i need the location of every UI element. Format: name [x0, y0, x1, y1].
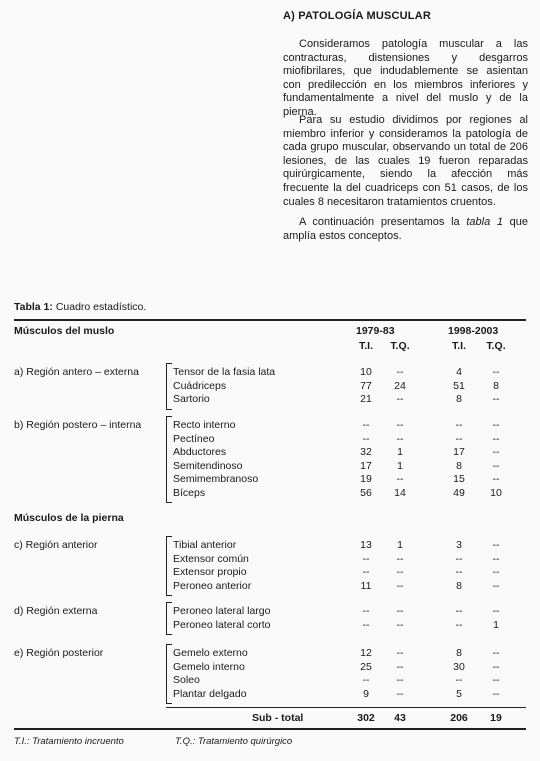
muscle-name: Pectíneo — [173, 432, 215, 445]
muscle-name: Abductores — [173, 446, 227, 458]
value-ti-2: -- — [455, 566, 463, 578]
value-tq-1: -- — [396, 552, 404, 565]
value-tq-2: -- — [492, 432, 500, 445]
value-ti-2: 8 — [456, 393, 462, 405]
value-tq-2: 8 — [493, 379, 499, 392]
col-header-ti-2: T.I. — [451, 340, 466, 352]
muscle-name: Recto interno — [173, 419, 236, 431]
value-tq-1: 1 — [397, 446, 403, 458]
muscle-name: Gemelo externo — [173, 647, 248, 659]
value-ti-2: 30 — [453, 660, 465, 673]
paragraph-1: Consideramos patología muscular a las contracturas, distensiones y desgarros miofibrilares, que indudablemente se asientan con predilección en los miembros inferiores y fundamentalmente a nivel del muslo y de la pierna. — [283, 38, 528, 118]
value-tq-2: -- — [492, 393, 500, 405]
value-ti-2: 51 — [453, 379, 465, 392]
muscle-name: Semitendinoso — [173, 459, 243, 472]
value-ti-1: 12 — [360, 647, 372, 659]
value-ti-2: 4 — [456, 366, 462, 378]
col-header-ti-1: T.I. — [358, 340, 373, 352]
value-tq-1: -- — [396, 393, 404, 405]
value-tq-2: -- — [492, 687, 500, 700]
value-ti-1: -- — [362, 552, 370, 565]
value-ti-2: 8 — [456, 579, 462, 592]
subtotal-label: Sub - total — [252, 712, 304, 724]
table-bottom-rule — [14, 728, 526, 730]
value-ti-1: 10 — [360, 366, 372, 378]
muscle-name: Tibial anterior — [173, 539, 237, 551]
subtotal-ti-2: 206 — [450, 712, 468, 724]
value-tq-1: -- — [396, 419, 404, 431]
muscle-name: Peroneo lateral largo — [173, 605, 271, 617]
muscle-name: Extensor común — [173, 552, 249, 565]
value-tq-1: 1 — [397, 539, 403, 551]
value-tq-1: 24 — [394, 379, 406, 392]
col-header-tq-1: T.Q. — [390, 340, 410, 352]
value-ti-1: -- — [362, 432, 370, 445]
value-ti-2: 17 — [453, 446, 465, 458]
value-ti-2: -- — [455, 432, 463, 445]
value-tq-2: -- — [492, 660, 500, 673]
value-tq-2: -- — [492, 552, 500, 565]
value-ti-2: -- — [455, 552, 463, 565]
muscle-name: Extensor propio — [173, 566, 247, 578]
region-label: d) Región externa — [14, 605, 98, 617]
value-tq-1: -- — [396, 579, 404, 592]
table-caption: Tabla 1: Cuadro estadístico. — [14, 301, 147, 313]
muscle-name: Tensor de la fasia lata — [173, 366, 276, 378]
value-ti-2: -- — [455, 618, 463, 631]
value-ti-2: 3 — [456, 539, 462, 551]
region-label: a) Región antero – externa — [14, 366, 139, 378]
value-ti-1: 9 — [363, 687, 369, 700]
muscle-name: Semimembranoso — [173, 473, 259, 485]
value-tq-2: 1 — [493, 618, 499, 631]
period-header-2: 1998-2003 — [448, 325, 499, 337]
paragraph-2: Para su estudio dividimos por regiones al miembro inferior y consideramos la patología de cada grupo muscular, observando un total de 206 lesiones, de las cuales 19 fueron reparadas quirúrgicamente, siendo la afección más frecuente la del cuadriceps con 51 casos, de los cuales 8 necesitaron tratamientos cruentos. — [283, 114, 528, 208]
value-tq-2: -- — [492, 566, 500, 578]
paragraph-3: A continuación presentamos la tabla 1 que amplía estos conceptos. — [283, 216, 528, 242]
value-ti-1: 25 — [360, 660, 372, 673]
value-ti-1: -- — [362, 674, 370, 686]
value-tq-1: -- — [396, 605, 404, 617]
value-ti-2: -- — [455, 419, 463, 431]
value-tq-1: -- — [396, 687, 404, 700]
value-ti-1: 11 — [360, 579, 372, 592]
subtotal-rule — [166, 707, 526, 708]
value-ti-2: 8 — [456, 647, 462, 659]
region-label: e) Región posterior — [14, 647, 104, 659]
table-top-rule — [14, 319, 526, 321]
value-ti-1: -- — [362, 618, 370, 631]
value-ti-2: 5 — [456, 687, 462, 700]
region-bracket — [166, 536, 172, 596]
muscle-name: Plantar delgado — [173, 687, 247, 700]
region-label: c) Región anterior — [14, 539, 98, 551]
value-ti-1: -- — [362, 419, 370, 431]
col-header-tq-2: T.Q. — [486, 340, 506, 352]
value-tq-1: -- — [396, 432, 404, 445]
value-tq-2: -- — [492, 473, 500, 485]
value-ti-1: 21 — [360, 393, 372, 405]
value-tq-2: -- — [492, 539, 500, 551]
subtotal-ti-1: 302 — [357, 712, 375, 724]
value-tq-2: -- — [492, 579, 500, 592]
value-ti-1: 19 — [360, 473, 372, 485]
value-tq-1: -- — [396, 674, 404, 686]
muscle-name: Cuádriceps — [173, 379, 227, 392]
region-bracket — [166, 602, 172, 635]
group-title-leg: Músculos de la pierna — [14, 512, 124, 524]
value-ti-2: 49 — [453, 486, 465, 499]
region-bracket — [166, 644, 172, 704]
subtotal-tq-2: 19 — [490, 712, 502, 724]
region-bracket — [166, 363, 172, 410]
muscle-name: Sartorio — [173, 393, 210, 405]
value-ti-2: -- — [455, 674, 463, 686]
value-tq-2: -- — [492, 674, 500, 686]
value-tq-1: -- — [396, 647, 404, 659]
value-tq-2: -- — [492, 647, 500, 659]
region-bracket — [166, 416, 172, 503]
value-tq-1: -- — [396, 618, 404, 631]
section-heading: A) PATOLOGÍA MUSCULAR — [283, 10, 432, 22]
muscle-name: Bíceps — [173, 486, 206, 499]
value-tq-1: -- — [396, 473, 404, 485]
value-tq-1: -- — [396, 566, 404, 578]
value-tq-2: -- — [492, 459, 500, 472]
value-tq-1: -- — [396, 366, 404, 378]
period-header-1: 1979-83 — [356, 325, 395, 337]
muscle-name: Soleo — [173, 674, 200, 686]
value-ti-2: -- — [455, 605, 463, 617]
muscle-name: Peroneo lateral corto — [173, 618, 271, 631]
value-ti-1: -- — [362, 605, 370, 617]
group-title-thigh: Músculos del muslo — [14, 325, 115, 337]
value-ti-1: 32 — [360, 446, 372, 458]
footnote-ti: T.I.: Tratamiento incruento — [14, 736, 124, 747]
value-tq-1: 1 — [397, 459, 403, 472]
muscle-name: Peroneo anterior — [173, 579, 252, 592]
value-ti-2: 15 — [453, 473, 465, 485]
value-tq-2: -- — [492, 605, 500, 617]
value-ti-1: 17 — [360, 459, 372, 472]
value-ti-1: 77 — [360, 379, 372, 392]
value-ti-1: -- — [362, 566, 370, 578]
value-ti-1: 56 — [360, 486, 372, 499]
value-tq-1: -- — [396, 660, 404, 673]
value-tq-2: -- — [492, 419, 500, 431]
subtotal-tq-1: 43 — [394, 712, 406, 724]
value-tq-2: -- — [492, 446, 500, 458]
region-label: b) Región postero – interna — [14, 419, 142, 431]
value-ti-2: 8 — [456, 459, 462, 472]
value-tq-1: 14 — [394, 486, 406, 499]
muscle-name: Gemelo interno — [173, 660, 245, 673]
value-ti-1: 13 — [360, 539, 372, 551]
value-tq-2: 10 — [490, 486, 502, 499]
footnote-tq: T.Q.: Tratamiento quirúrgico — [175, 736, 293, 747]
value-tq-2: -- — [492, 366, 500, 378]
